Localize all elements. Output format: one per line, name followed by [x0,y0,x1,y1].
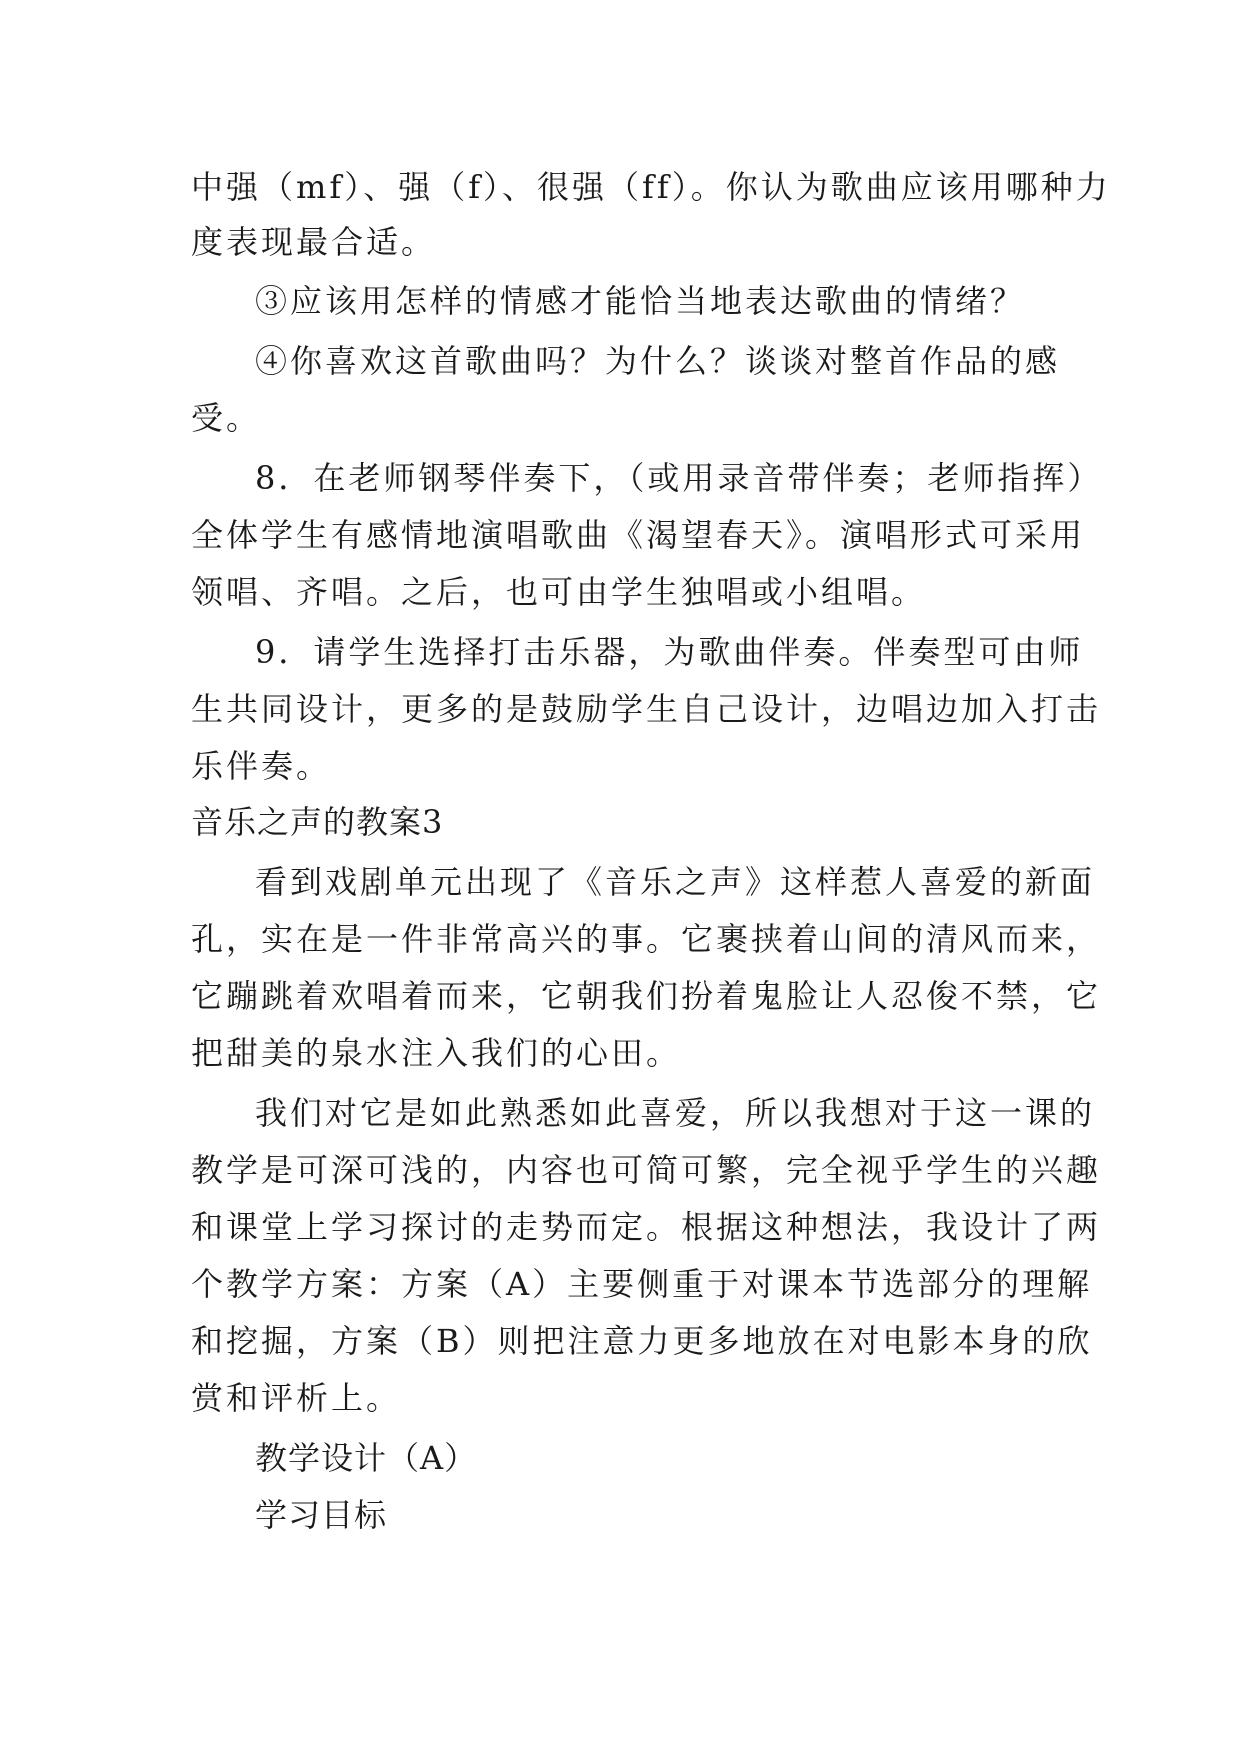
text-line: ④你喜欢这首歌曲吗？为什么？谈谈对整首作品的感 [255,342,1061,380]
text-line: 和挖掘，方案（B）则把注意力更多地放在对电影本身的欣 [191,1322,1093,1360]
text-line: 乐伴奏。 [191,747,332,785]
text-line: 生共同设计，更多的是鼓励学生自己设计，边唱边加入打击 [191,690,1102,728]
text-line: 赏和评析上。 [191,1379,402,1417]
text-line: ③应该用怎样的情感才能恰当地表达歌曲的情绪？ [255,282,1026,320]
text-line: 把甜美的泉水注入我们的心田。 [191,1034,682,1072]
text-line: 我们对它是如此熟悉如此喜爱，所以我想对于这一课的 [255,1094,1096,1132]
text-line: 中强（mf）、强（f）、很强（ff）。你认为歌曲应该用哪种力 [191,168,1111,206]
text-line: 和课堂上学习探讨的走势而定。根据这种想法，我设计了两 [191,1208,1102,1246]
text-line: 8．在老师钢琴伴奏下，（或用录音带伴奏；老师指挥） [255,459,1103,497]
text-line: 领唱、齐唱。之后，也可由学生独唱或小组唱。 [191,573,927,611]
subheading: 教学设计（A） [255,1439,478,1477]
text-line: 个教学方案：方案（A）主要侧重于对课本节选部分的理解 [191,1265,1093,1303]
text-line: 全体学生有感情地演唱歌曲《渴望春天》。演唱形式可采用 [191,516,1086,554]
section-heading: 音乐之声的教案3 [191,803,444,841]
subheading: 学习目标 [255,1496,388,1534]
text-line: 度表现最合适。 [191,223,437,261]
text-line: 它蹦跳着欢唱着而来，它朝我们扮着鬼脸让人忍俊不禁，它 [191,977,1102,1015]
text-line: 看到戏剧单元出现了《音乐之声》这样惹人喜爱的新面 [255,863,1096,901]
text-line: 教学是可深可浅的，内容也可简可繁，完全视乎学生的兴趣 [191,1151,1102,1189]
text-line: 受。 [191,399,262,437]
text-line: 孔，实在是一件非常高兴的事。它裹挟着山间的清风而来， [191,920,1102,958]
text-line: 9．请学生选择打击乐器，为歌曲伴奏。伴奏型可由师 [255,633,1084,671]
